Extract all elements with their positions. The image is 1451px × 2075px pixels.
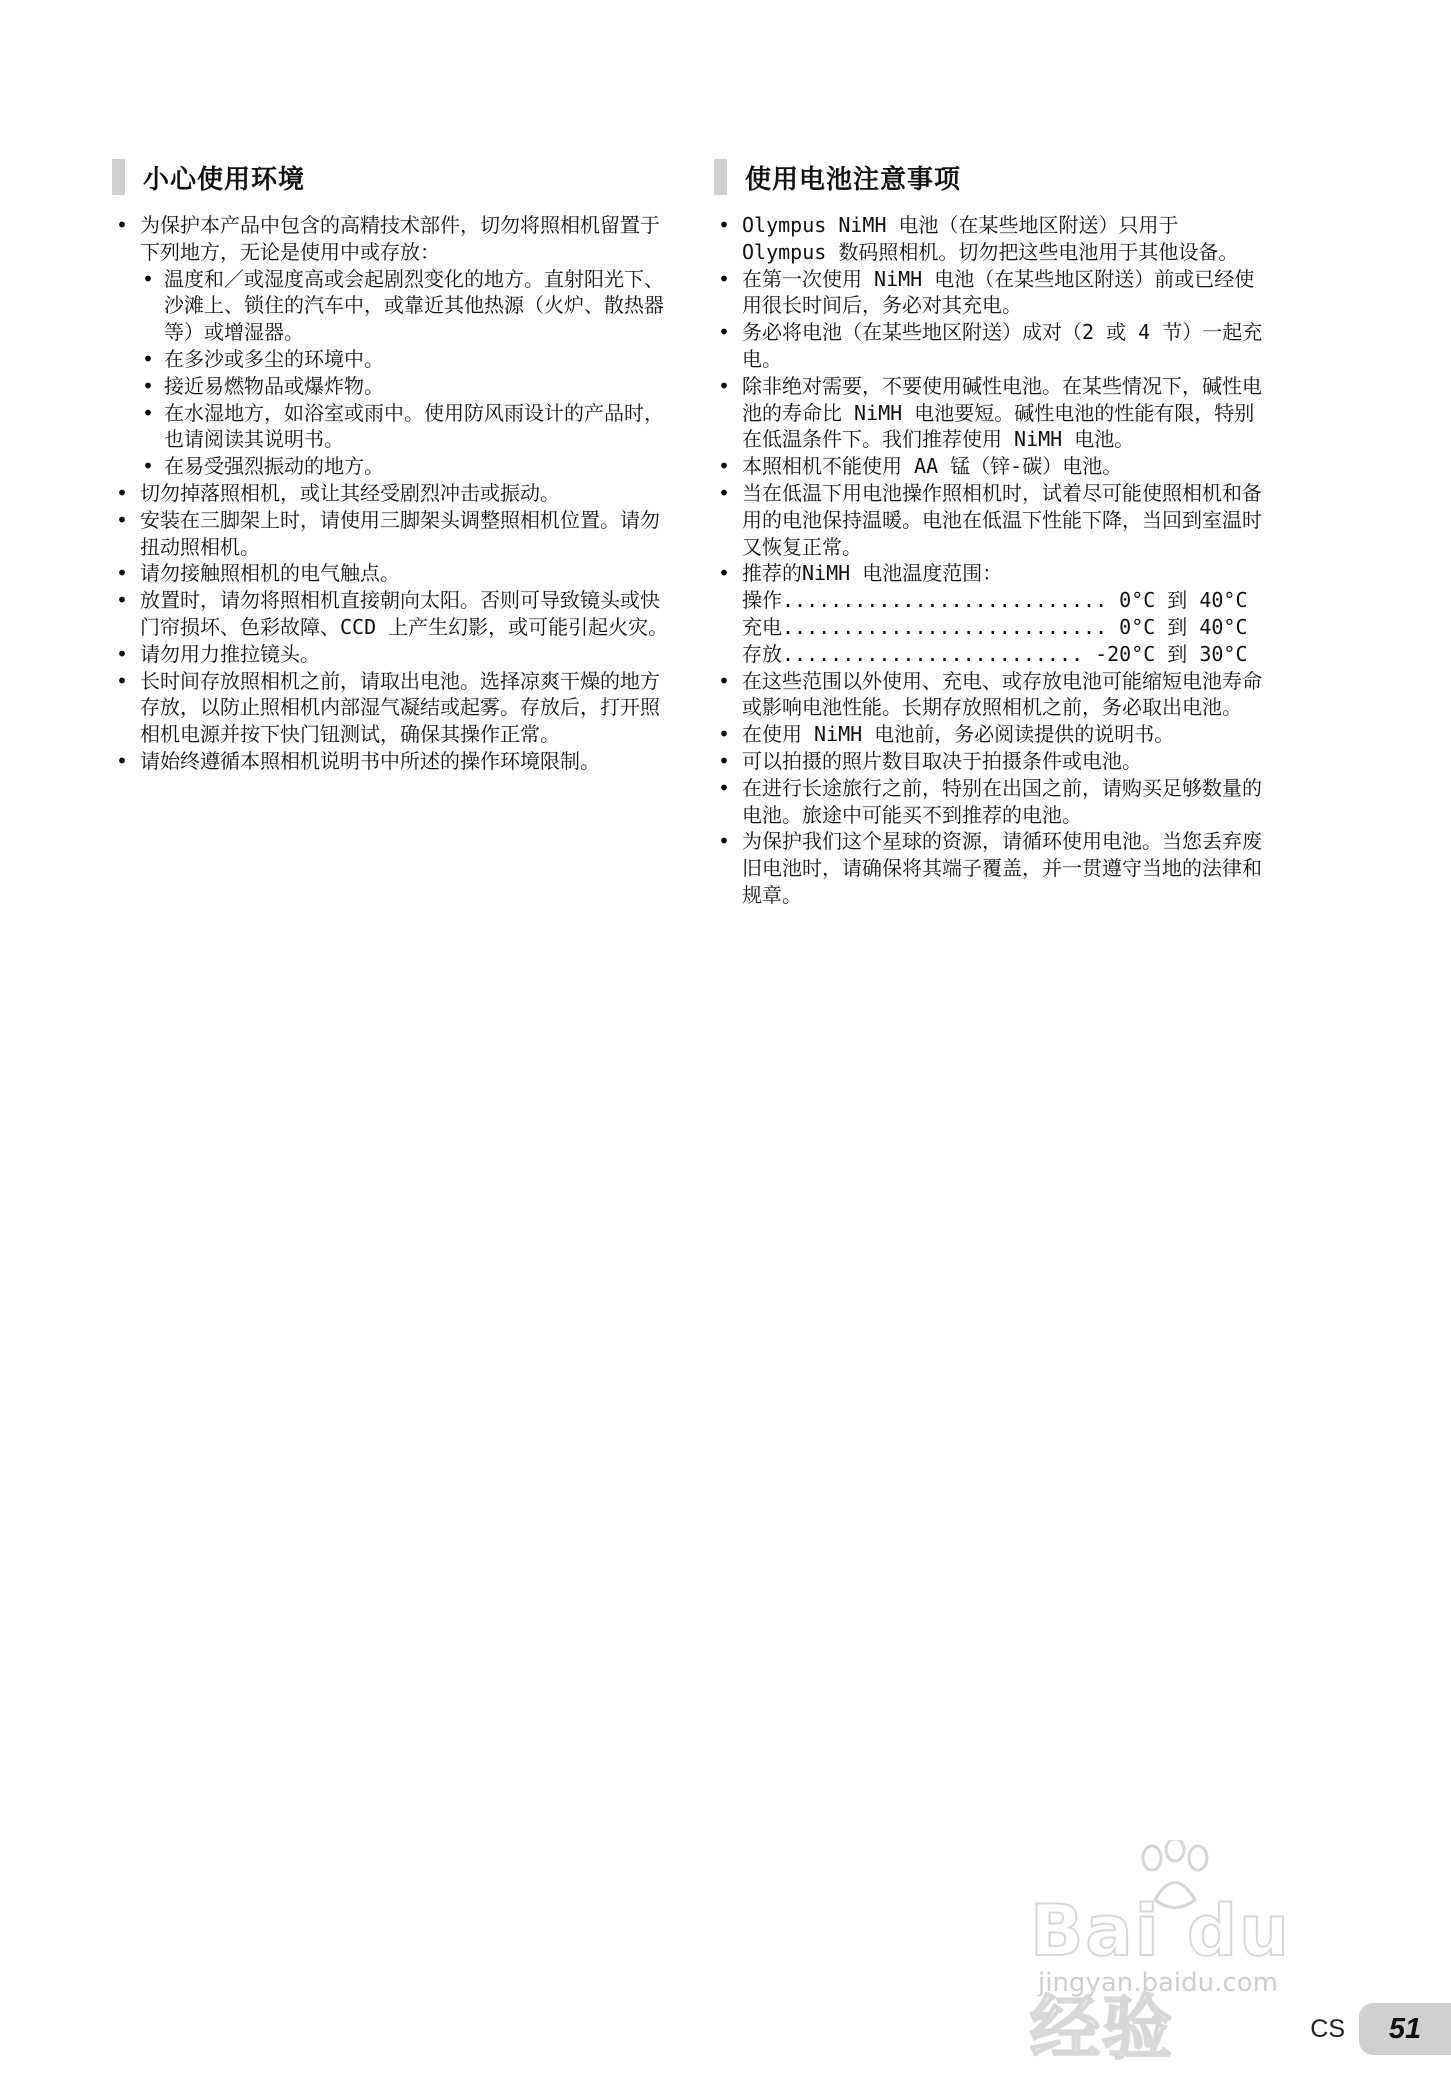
heading-marker xyxy=(714,159,727,195)
section-heading-environment xyxy=(112,158,305,196)
list-item: • 在进行长途旅行之前，特别在出国之前，请购买足够数量的电池。旅途中可能买不到推荐的电池。 xyxy=(714,775,1274,829)
list-item: • Olympus NiMH 电池（在某些地区附送）只用于 Olympus 数码照相机。切勿把这些电池用于其他设备。 xyxy=(714,212,1274,266)
list-item: • 可以拍摄的照片数目取决于拍摄条件或电池。 xyxy=(714,748,1274,775)
list-item: • 在第一次使用 NiMH 电池（在某些地区附送）前或已经使用很长时间后，务必对其充电。 xyxy=(714,266,1274,320)
list-item: • 在这些范围以外使用、充电、或存放电池可能缩短电池寿命或影响电池性能。长期存放照相机之前，务必取出电池。 xyxy=(714,668,1274,722)
sub-list-item: • 温度和／或湿度高或会起剧烈变化的地方。直射阳光下、沙滩上、锁住的汽车中，或靠近其他热源（火炉、散热器等）或增湿器。 xyxy=(140,266,672,346)
list-item: • 当在低温下用电池操作照相机时，试着尽可能使照相机和备用的电池保持温暖。电池在低温下性能下降，当回到室温时又恢复正常。 xyxy=(714,480,1274,560)
list-item: • 除非绝对需要，不要使用碱性电池。在某些情况下，碱性电池的寿命比 NiMH 电池要短。碱性电池的性能有限，特别在低温条件下。我们推荐使用 NiMH 电池。 xyxy=(714,373,1274,453)
list-item: • 放置时，请勿将照相机直接朝向太阳。否则可导致镜头或快门帘损坏、色彩故障、CCD 上产生幻影，或可能引起火灾。 xyxy=(112,587,672,641)
list-item: • 本照相机不能使用 AA 锰（锌-碳）电池。 xyxy=(714,453,1274,480)
list-item: • 安装在三脚架上时，请使用三脚架头调整照相机位置。请勿扭动照相机。 xyxy=(112,507,672,561)
list-item: • 为保护我们这个星球的资源，请循环使用电池。当您丢弃废旧电池时，请确保将其端子覆盖，并一贯遵守当地的法律和规章。 xyxy=(714,828,1274,908)
section-title: 使用电池注意事项 xyxy=(745,164,962,195)
list-item: • 务必将电池（在某些地区附送）成对（2 或 4 节）一起充电。 xyxy=(714,319,1274,373)
list-item: • 长时间存放照相机之前，请取出电池。选择凉爽干燥的地方存放，以防止照相机内部湿气凝结或起雾。存放后，打开照相机电源并按下快门钮测试，确保其操作正常。 xyxy=(112,668,672,748)
watermark-url: jingyan.baidu.com xyxy=(1038,1968,1278,1998)
temperature-row-storage: 存放......................... -20°C 到 30°C xyxy=(742,641,1248,666)
list-item: • 请勿接触照相机的电气触点。 xyxy=(112,560,672,587)
page-number: 51 xyxy=(1359,2003,1451,2055)
section-heading-battery xyxy=(714,158,961,196)
heading-marker xyxy=(112,159,125,195)
page-footer xyxy=(1310,2003,1451,2055)
sub-list xyxy=(140,266,672,480)
list-item xyxy=(714,560,1274,667)
sub-list-item: • 在易受强烈振动的地方。 xyxy=(140,453,672,480)
list-item: • 请勿用力推拉镜头。 xyxy=(112,641,672,668)
watermark-brand: Bai du 经验 xyxy=(1030,1890,1291,2069)
battery-list xyxy=(714,212,1274,909)
sub-list-item: • 在多沙或多尘的环境中。 xyxy=(140,346,672,373)
temperature-row-charging: 充电........................... 0°C 到 40°C xyxy=(742,614,1248,639)
list-item: • 切勿掉落照相机，或让其经受剧烈冲击或振动。 xyxy=(112,480,672,507)
temperature-row-operation: 操作........................... 0°C 到 40°C xyxy=(742,588,1248,613)
section-title: 小心使用环境 xyxy=(143,164,306,195)
language-code: CS xyxy=(1310,2014,1345,2043)
list-item: • 在使用 NiMH 电池前，务必阅读提供的说明书。 xyxy=(714,721,1274,748)
list-item: • 为保护本产品中包含的高精技术部件，切勿将照相机留置于下列地方，无论是使用中或存放： • 温度和／或湿度高或会起剧烈变化的地方。直射阳光下、沙滩上、锁住的汽车中，或靠近其他热源（火炉、散热器等）或增湿器。 • 在多沙或多尘的环境中。 • 接近易燃物品或爆炸物。 • 在水湿地方，如浴室或雨中。使用防风雨设计的产品时，也请阅读其说明书。 • 在易受强烈振动的地方。 xyxy=(112,212,672,480)
sub-list-item: • 在水湿地方，如浴室或雨中。使用防风雨设计的产品时，也请阅读其说明书。 xyxy=(140,400,672,454)
list-item: • 请始终遵循本照相机说明书中所述的操作环境限制。 xyxy=(112,748,672,775)
environment-list xyxy=(112,212,672,775)
sub-list-item: • 接近易燃物品或爆炸物。 xyxy=(140,373,672,400)
temperature-heading: • 推荐的NiMH 电池温度范围： xyxy=(742,561,1003,586)
